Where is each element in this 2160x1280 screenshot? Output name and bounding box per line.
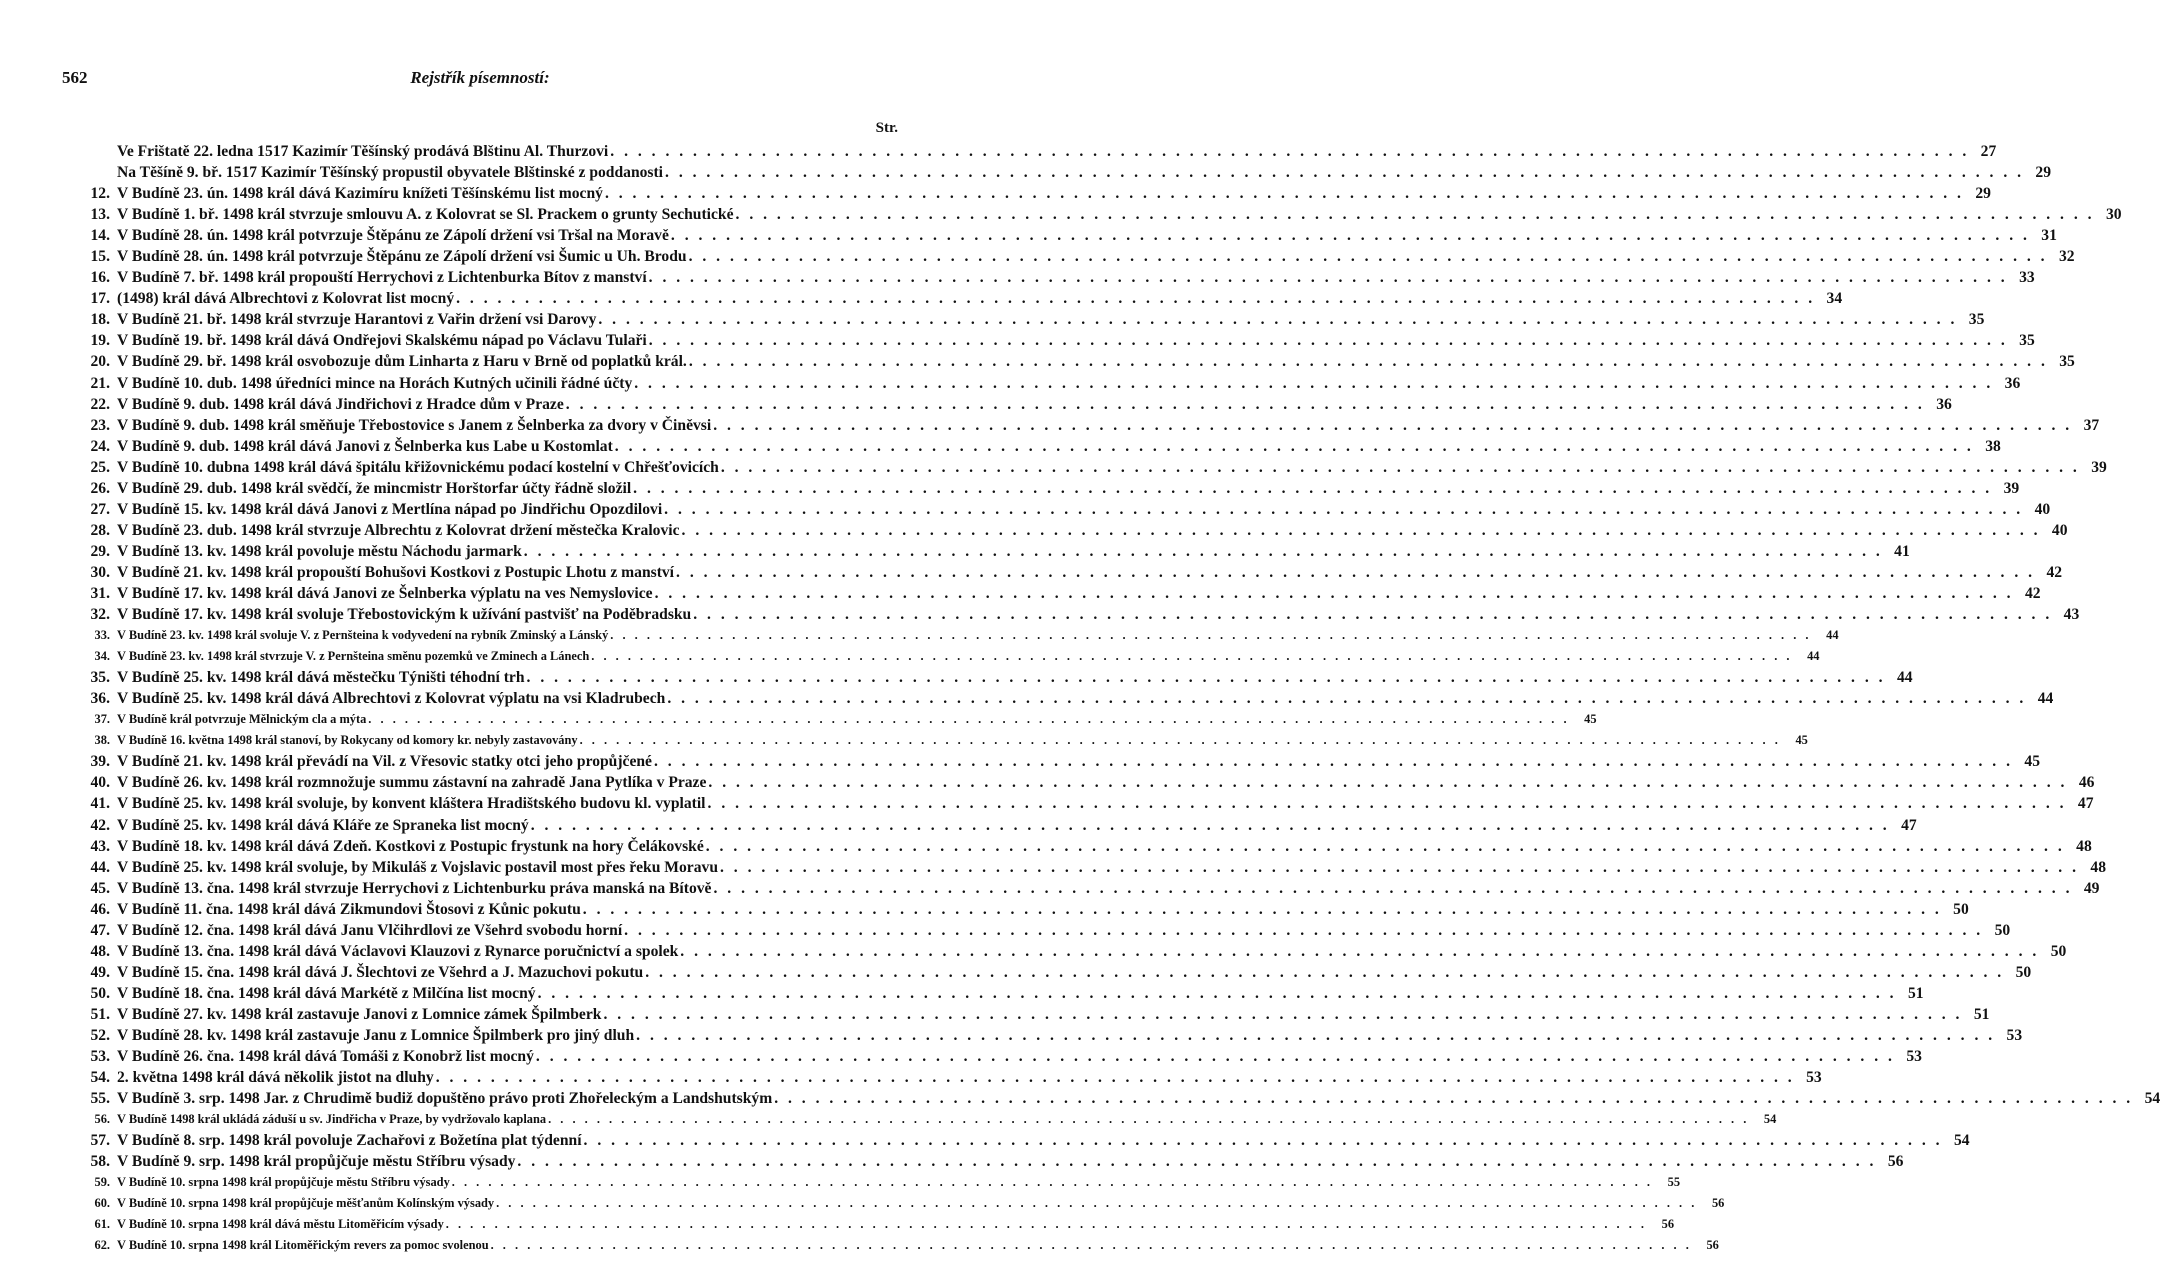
- entry-number: 13.: [90, 206, 110, 224]
- entry-text: Ve Frištatě 22. ledna 1517 Kazimír Těšínský prodává Blštinu Al. Thurzovi: [117, 143, 609, 160]
- entry-text: V Budíně 15. kv. 1498 král dává Janovi z Mertlína nápad po Jindřichu Opozdilovi: [117, 500, 663, 518]
- dot-leader: [643, 962, 2006, 983]
- entry-text: V Budíně 23. kv. 1498 král stvrzuje V. z Pernšteina směnu pozemků ve Zminech a Lánech: [117, 649, 590, 664]
- entry-text: V Budíně 16. května 1498 král stanoví, by Rokycany od komory kr. nebyly zastavovány: [117, 733, 578, 748]
- entry-page: 40: [2051, 521, 2068, 539]
- dot-leader: [653, 583, 2016, 604]
- entry-number: 26.: [90, 479, 110, 497]
- entry-number: 45.: [90, 879, 110, 897]
- entry-text: V Budíně 21. kv. 1498 král propouští Bohušovi Kostkovi z Postupic Lhotu z manství: [117, 563, 675, 581]
- index-entry: [84, 730, 1808, 751]
- dot-leader: [706, 793, 2069, 814]
- index-entry: [84, 225, 2057, 246]
- dot-leader: [613, 436, 1976, 457]
- entry-page: 44: [1826, 628, 1839, 643]
- index-entry: [84, 183, 1991, 204]
- entry-page: 32: [2058, 248, 2075, 266]
- entry-number: 12.: [90, 185, 110, 203]
- dot-leader: [444, 1214, 1649, 1235]
- entry-number: 38.: [94, 733, 110, 748]
- entry-number: 15.: [90, 248, 110, 266]
- entry-page: 56: [1887, 1153, 1904, 1171]
- entry-page: 56: [1661, 1217, 1675, 1232]
- index-entry: [84, 646, 1820, 667]
- dot-leader: [536, 983, 1899, 1004]
- entry-text: V Budíně 9. dub. 1498 král směňuje Třebostovice s Janem z Šelnberka za dvory v Činěvsi: [117, 416, 712, 434]
- dot-leader: [687, 246, 2050, 267]
- entry-text: V Budíně 9. dub. 1498 král dává Jindřichovi z Hradce dům v Praze: [117, 395, 564, 413]
- entry-text: V Budíně 25. kv. 1498 král dává Kláře ze Spraneka list mocný: [117, 816, 529, 834]
- entry-text: V Budíně 9. dub. 1498 král dává Janovi z Šelnberka kus Labe u Kostomlat: [117, 437, 613, 455]
- entry-number: 58.: [90, 1153, 110, 1171]
- index-entry: [84, 1130, 1970, 1151]
- index-entry: [84, 309, 1985, 330]
- index-entry: [84, 204, 2122, 225]
- entry-page: 33: [2019, 269, 2035, 287]
- entry-text: V Budíně 1. bř. 1498 král stvrzuje smlouvu A. z Kolovrat se Sl. Prackem o grunty Sechutické: [117, 206, 734, 224]
- entry-text: V Budíně 18. čna. 1498 král dává Markétě z Milčína list mocný: [117, 984, 536, 1002]
- entry-page: 38: [1985, 437, 2001, 455]
- entry-text: V Budíně 29. dub. 1498 král svědčí, že mincmistr Horštorfar účty řádně složil: [117, 479, 632, 497]
- index-entry: [84, 499, 2051, 520]
- entry-page: 39: [2003, 479, 2020, 497]
- entry-page: 53: [1806, 1069, 1822, 1087]
- entry-number: 19.: [90, 332, 110, 350]
- entry-text: V Budíně 10. srpna 1498 král Litoměřickým revers za pomoc svolenou: [117, 1238, 489, 1253]
- index-entry: [84, 772, 2095, 793]
- entry-page: 49: [2083, 879, 2100, 897]
- index-entry: [84, 436, 2001, 457]
- entry-number: 18.: [90, 311, 110, 329]
- entry-text: V Budíně 10. srpna 1498 král dává městu Litoměřicím výsady: [117, 1217, 444, 1232]
- dot-leader: [711, 415, 2074, 436]
- dot-leader: [665, 688, 2028, 709]
- dot-leader: [608, 141, 1971, 162]
- index-entry: [84, 1109, 1777, 1130]
- entry-number: 57.: [90, 1132, 110, 1150]
- entry-text: V Budíně 25. kv. 1498 král dává Albrechtovi z Kolovrat výplatu na vsi Kladrubech: [117, 690, 666, 708]
- dot-leader: [522, 541, 1885, 562]
- index-entry: [84, 1172, 1681, 1193]
- index-entry: [84, 941, 2067, 962]
- dot-leader: [622, 920, 1985, 941]
- entry-page: 42: [2024, 584, 2041, 602]
- running-title: Rejstřík písemností:: [410, 68, 550, 87]
- entry-number: 62.: [94, 1238, 110, 1253]
- index-entry: [84, 457, 2107, 478]
- entry-page: 37: [2083, 416, 2100, 434]
- dot-leader: [706, 772, 2069, 793]
- index-entry: [84, 604, 2080, 625]
- entry-text: V Budíně 15. čna. 1498 král dává J. Šlechtovi ze Všehrd a J. Mazuchovi pokutu: [117, 963, 644, 981]
- entry-page: 40: [2034, 500, 2051, 518]
- index-entry: [84, 983, 1924, 1004]
- entry-text: V Budíně 9. srp. 1498 král propůjčuje městu Stříbru výsady: [117, 1153, 516, 1171]
- entry-number: 55.: [90, 1090, 110, 1108]
- dot-leader: [534, 1046, 1897, 1067]
- entry-number: 22.: [90, 395, 110, 413]
- index-entry: [84, 267, 2035, 288]
- dot-leader: [674, 562, 2037, 583]
- entry-page: 30: [2105, 206, 2122, 224]
- entry-page: 44: [2037, 690, 2054, 708]
- index-entry: [84, 415, 2100, 436]
- entry-number: 29.: [90, 542, 110, 560]
- dot-leader: [515, 1151, 1878, 1172]
- dot-leader: [652, 751, 2015, 772]
- entry-number: 35.: [90, 669, 110, 687]
- dot-leader: [494, 1193, 1699, 1214]
- dot-leader: [601, 1004, 1964, 1025]
- entry-text: V Budíně 23. ún. 1498 král dává Kazimíru knížeti Těšínskému list mocný: [117, 185, 603, 203]
- dot-leader: [525, 667, 1888, 688]
- entry-number: 25.: [90, 458, 110, 476]
- entry-number: 40.: [90, 774, 110, 792]
- index-entry: [84, 625, 1839, 646]
- entry-page: 54: [2144, 1090, 2160, 1108]
- entry-page: 34: [1826, 290, 1843, 308]
- entry-text: V Budíně 23. kv. 1498 král svoluje V. z Pernšteina k vodyvedení na rybník Zminský a Lánský: [117, 628, 609, 643]
- index-entry: [84, 541, 1910, 562]
- dot-leader: [596, 309, 1959, 330]
- entry-number: 16.: [90, 269, 110, 287]
- entry-number: 52.: [90, 1026, 110, 1044]
- index-entry: [84, 520, 2068, 541]
- dot-leader: [647, 330, 2010, 351]
- entry-page: 56: [1711, 1196, 1725, 1211]
- entry-page: 50: [2015, 963, 2032, 981]
- entry-text: V Budíně 21. bř. 1498 král stvrzuje Harantovi z Vařin držení vsi Darovy: [117, 311, 597, 329]
- entry-page: 39: [2091, 458, 2107, 476]
- dot-leader: [366, 709, 1571, 730]
- entry-text: V Budíně 12. čna. 1498 král dává Janu Vlčihrdlovi ze Všehrd svobodu horní: [117, 921, 623, 939]
- entry-text: V Budíně 26. kv. 1498 král rozmnožuje summu zástavní na zahradě Jana Pytlíka v Praze: [117, 774, 707, 792]
- entry-number: 53.: [90, 1048, 110, 1066]
- entry-text: V Budíně 13. kv. 1498 král povoluje městu Náchodu jarmark: [117, 542, 522, 560]
- dot-leader: [634, 1025, 1997, 1046]
- entry-page: 47: [2077, 795, 2094, 813]
- index-entry: [84, 1046, 1922, 1067]
- dot-leader: [691, 604, 2054, 625]
- entry-page: 35: [2059, 353, 2075, 371]
- index-entry: [84, 709, 1597, 730]
- entry-page: 44: [1807, 649, 1820, 664]
- index-entry: [84, 751, 2040, 772]
- entry-number: 60.: [94, 1196, 110, 1211]
- entry-page: 48: [2076, 837, 2092, 855]
- entry-text: V Budíně 28. kv. 1498 král zastavuje Janu z Lomnice Špilmberk pro jiný dluh: [117, 1026, 635, 1044]
- entry-number: 27.: [90, 500, 110, 518]
- index-entry: [84, 836, 2092, 857]
- index-entry: [84, 141, 1997, 162]
- entry-text: V Budíně 18. kv. 1498 král dává Zdeň. Kostkovi z Postupic frystunk na hory Čelákovské: [117, 837, 704, 855]
- entry-number: 61.: [94, 1217, 110, 1232]
- entry-number: 34.: [94, 649, 110, 664]
- entry-page: 29: [2035, 164, 2052, 182]
- index-entry: [84, 562, 2063, 583]
- entry-number: 48.: [90, 942, 110, 960]
- entry-text: V Budíně 7. bř. 1498 král propouští Herrychovi z Lichtenburka Bítov z manství: [117, 269, 647, 287]
- entry-number: 59.: [94, 1175, 110, 1190]
- dot-leader: [704, 836, 2067, 857]
- entry-page: 48: [2090, 858, 2106, 876]
- index-entry: [84, 1235, 1719, 1256]
- entry-text: V Budíně 10. srpna 1498 král propůjčuje měšťanům Kolínským výsady: [117, 1196, 495, 1211]
- entry-text: V Budíně 27. kv. 1498 král zastavuje Janovi z Lomnice zámek Špilmberk: [117, 1005, 602, 1023]
- entry-text: V Budíně 10. dub. 1498 úředníci mince na Horách Kutných učinili řádné účty: [117, 374, 633, 392]
- entry-text: (1498) král dává Albrechtovi z Kolovrat list mocný: [117, 290, 455, 308]
- index-entry: [84, 583, 2041, 604]
- entry-text: V Budíně 25. kv. 1498 král svoluje, by konvent kláštera Hradištského budovu kl. vyplatil: [117, 795, 706, 813]
- entry-page: 45: [1584, 712, 1597, 727]
- index-entry: [84, 815, 1917, 836]
- entry-number: 24.: [90, 437, 110, 455]
- dot-leader: [564, 394, 1927, 415]
- entry-text: V Budíně 3. srp. 1498 Jar. z Chrudimě budiž dopuštěno právo proti Zhořeleckým a Landshutským: [117, 1090, 773, 1108]
- index-entry: [84, 288, 1843, 309]
- index-entry: [84, 1067, 1822, 1088]
- dot-leader: [647, 267, 2010, 288]
- index-entry: [84, 330, 2035, 351]
- entry-page: 55: [1667, 1175, 1681, 1190]
- entry-text: V Budíně 17. kv. 1498 král dává Janovi ze Šelnberka výplatu na ves Nemyslovice: [117, 584, 653, 602]
- dot-leader: [581, 899, 1944, 920]
- entry-number: 28.: [90, 521, 110, 539]
- index-entry: [84, 162, 2052, 183]
- index-entry: [84, 1088, 2160, 1109]
- dot-leader: [489, 1235, 1694, 1256]
- entry-number: 56.: [94, 1112, 110, 1127]
- entry-page: 31: [2041, 227, 2057, 245]
- index-entry: [84, 962, 2032, 983]
- entry-text: V Budíně 21. kv. 1498 král převádí na Vil. z Vřesovic statky otci jeho propůjčené: [117, 753, 652, 771]
- entry-text: V Budíně 19. bř. 1498 král dává Ondřejovi Skalskému nápad po Václavu Tulaři: [117, 332, 647, 350]
- entry-text: Na Těšíně 9. bř. 1517 Kazimír Těšínský propustil obyvatele Blštinské z poddanosti: [117, 164, 664, 182]
- entry-text: V Budíně 28. ún. 1498 král potvrzuje Štěpánu ze Zápolí držení vsi Tršal na Moravě: [117, 227, 669, 245]
- dot-leader: [711, 878, 2074, 899]
- entry-page: 47: [1901, 816, 1917, 834]
- index-entry: [84, 857, 2106, 878]
- entry-page: 51: [1973, 1005, 1990, 1023]
- entry-page: 36: [2004, 374, 2021, 392]
- entry-text: V Budíně 13. čna. 1498 král stvrzuje Herrychovi z Lichtenburku práva manská na Bítově: [117, 879, 712, 897]
- index-list: [84, 141, 2160, 1256]
- entry-number: 31.: [90, 584, 110, 602]
- entry-text: 2. května 1498 král dává několik jistot na dluhy: [117, 1069, 434, 1087]
- entry-page: 45: [2024, 753, 2040, 771]
- entry-page: 42: [2046, 563, 2063, 581]
- entry-number: 17.: [90, 290, 110, 308]
- entry-number: 42.: [90, 816, 110, 834]
- index-entry: [84, 351, 2075, 372]
- entry-text: V Budíně 26. čna. 1498 král dává Tomáši z Konobrž list mocný: [117, 1048, 534, 1066]
- entry-number: 41.: [90, 795, 110, 813]
- dot-leader: [680, 520, 2043, 541]
- entry-text: V Budíně 8. srp. 1498 král povoluje Zachařovi z Božetína plat týdenní: [117, 1132, 582, 1150]
- entry-page: 27: [1980, 143, 1997, 160]
- dot-leader: [662, 499, 2025, 520]
- dot-leader: [678, 941, 2041, 962]
- page-number: 562: [62, 68, 88, 87]
- entry-number: 46.: [90, 900, 110, 918]
- entry-number: 43.: [90, 837, 110, 855]
- entry-page: 43: [2063, 606, 2080, 624]
- entry-text: V Budíně 29. bř. 1498 král osvobozuje dům Linharta z Haru v Brně od poplatků král.: [117, 353, 687, 371]
- entry-page: 51: [1907, 984, 1924, 1002]
- dot-leader: [719, 457, 2082, 478]
- dot-leader: [450, 1172, 1655, 1193]
- entry-text: V Budíně 11. čna. 1498 král dává Zikmundovi Štosovi z Kůnic pokutu: [117, 900, 581, 918]
- entry-page: 54: [1763, 1112, 1777, 1127]
- dot-leader: [603, 183, 1966, 204]
- entry-number: 49.: [90, 963, 110, 981]
- entry-page: 35: [1968, 311, 1985, 329]
- dot-leader: [718, 857, 2081, 878]
- dot-leader: [632, 373, 1995, 394]
- index-entry: [84, 899, 1969, 920]
- dot-leader: [663, 162, 2026, 183]
- index-entry: [84, 878, 2100, 899]
- dot-leader: [608, 625, 1813, 646]
- dot-leader: [669, 225, 2032, 246]
- index-entry: [84, 688, 2054, 709]
- entry-number: 20.: [90, 353, 110, 371]
- entry-number: 32.: [90, 606, 110, 624]
- entry-number: 23.: [90, 416, 110, 434]
- entry-text: V Budíně 23. dub. 1498 král stvrzuje Albrechtu z Kolovrat držení městečka Kralovic: [117, 521, 680, 539]
- entry-text: V Budíně 10. dubna 1498 král dává špitálu křižovnickému podací kostelní v Chřešťovicích: [117, 458, 719, 476]
- index-entry: [84, 1004, 1990, 1025]
- dot-leader: [578, 730, 1783, 751]
- dot-leader: [529, 815, 1892, 836]
- entry-page: 53: [1906, 1048, 1922, 1066]
- dot-leader: [772, 1088, 2135, 1109]
- dot-leader: [434, 1067, 1797, 1088]
- entry-number: 37.: [94, 712, 110, 727]
- entry-page: 36: [1936, 395, 1952, 413]
- index-entry: [84, 394, 1952, 415]
- entry-text: V Budíně 17. kv. 1498 král svoluje Třebostovickým k užívání pastvišť na Poděbradsku: [117, 606, 692, 624]
- entry-number: 30.: [90, 563, 110, 581]
- entry-page: 54: [1953, 1132, 1970, 1150]
- entry-page: 50: [2050, 942, 2067, 960]
- index-entry: [84, 373, 2021, 394]
- index-entry: [84, 478, 2020, 499]
- page-column-label: Str.: [875, 120, 898, 136]
- index-entry: [84, 246, 2075, 267]
- entry-text: V Budíně 10. srpna 1498 král propůjčuje městu Stříbru výsady: [117, 1175, 450, 1190]
- entry-text: V Budíně 25. kv. 1498 král dává městečku Týništi téhodní trh: [117, 669, 525, 687]
- index-entry: [84, 920, 2011, 941]
- dot-leader: [687, 351, 2050, 372]
- entry-number: 47.: [90, 921, 110, 939]
- dot-leader: [734, 204, 2097, 225]
- entry-page: 41: [1894, 542, 1910, 560]
- entry-page: 29: [1975, 185, 1991, 203]
- dot-leader: [546, 1109, 1751, 1130]
- entry-page: 45: [1795, 733, 1808, 748]
- entry-number: 44.: [90, 858, 110, 876]
- index-entry: [84, 793, 2094, 814]
- entry-page: 56: [1706, 1238, 1719, 1253]
- index-entry: [84, 1025, 2023, 1046]
- entry-page: 53: [2006, 1026, 2023, 1044]
- dot-leader: [454, 288, 1817, 309]
- entry-number: 33.: [94, 628, 110, 643]
- entry-text: V Budíně král potvrzuje Mělnickým cla a mýta: [117, 712, 367, 727]
- index-entry: [84, 1214, 1675, 1235]
- dot-leader: [631, 478, 1994, 499]
- entry-number: 50.: [90, 984, 110, 1002]
- dot-leader: [582, 1130, 1945, 1151]
- entry-number: 14.: [90, 227, 110, 245]
- entry-text: V Budíně 1498 král ukládá záduší u sv. Jindřicha v Praze, by vydržovalo kaplana: [117, 1112, 547, 1127]
- entry-text: V Budíně 13. čna. 1498 král dává Václavovi Klauzovi z Rynarce poručnictví a spolek: [117, 942, 679, 960]
- entry-number: 39.: [90, 753, 110, 771]
- entry-text: V Budíně 25. kv. 1498 král svoluje, by Mikuláš z Vojslavic postavil most přes řeku Moravu: [117, 858, 718, 876]
- entry-number: 51.: [90, 1005, 110, 1023]
- entry-page: 35: [2019, 332, 2035, 350]
- page-header: [62, 68, 898, 92]
- entry-number: 36.: [90, 690, 110, 708]
- entry-text: V Budíně 28. ún. 1498 král potvrzuje Štěpánu ze Zápolí držení vsi Šumic u Uh. Brodu: [117, 248, 687, 266]
- index-entry: [84, 667, 1913, 688]
- entry-number: 54.: [90, 1069, 110, 1087]
- index-entry: [84, 1151, 1904, 1172]
- entry-page: 44: [1896, 669, 1913, 687]
- entry-page: 50: [1953, 900, 1969, 918]
- entry-number: 21.: [90, 374, 110, 392]
- dot-leader: [589, 646, 1794, 667]
- entry-page: 50: [1994, 921, 2011, 939]
- entry-page: 46: [2078, 774, 2095, 792]
- index-entry: [84, 1193, 1725, 1214]
